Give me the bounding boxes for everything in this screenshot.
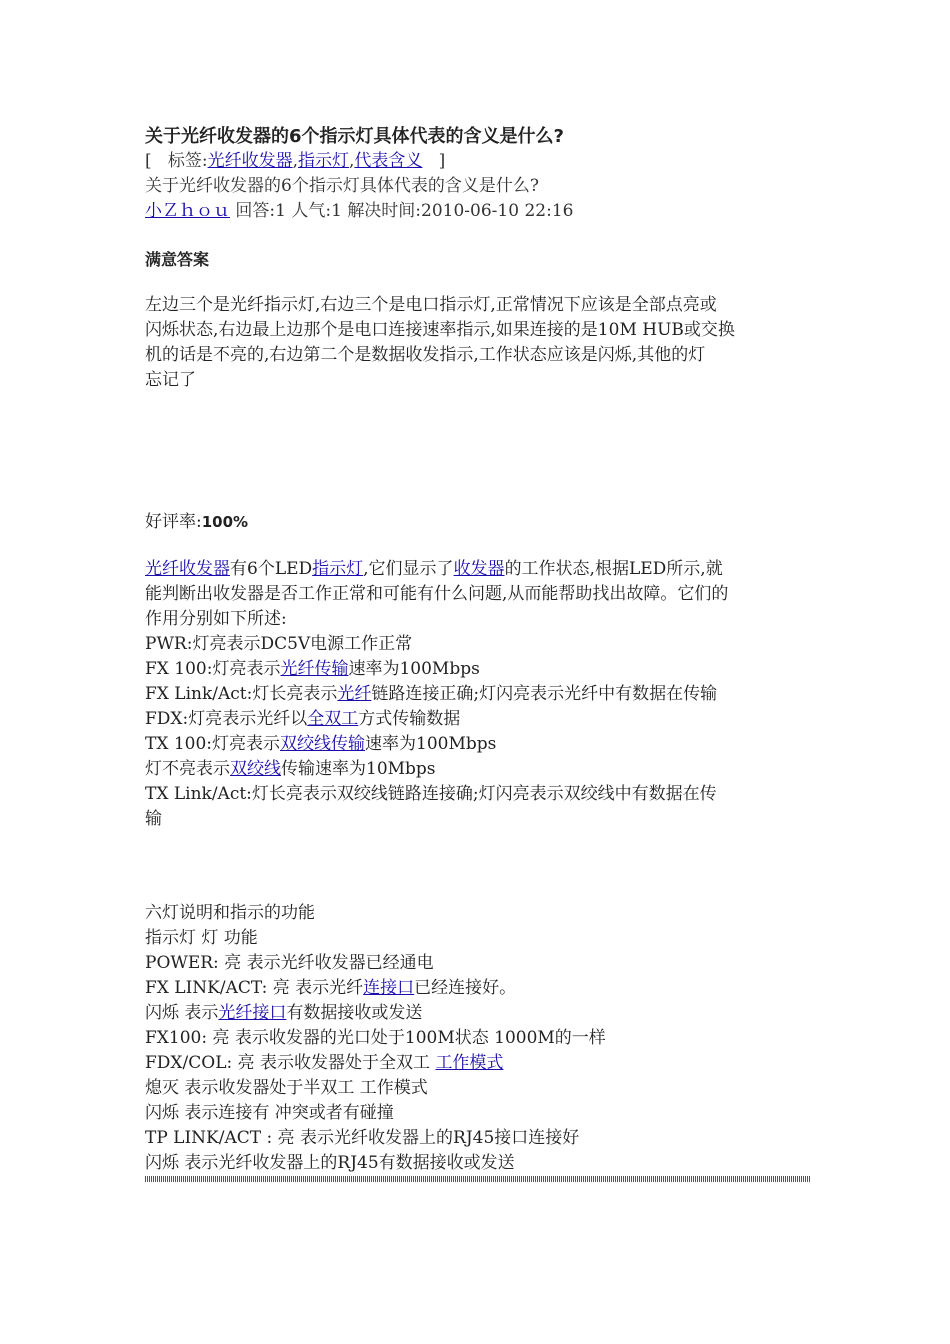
rating-row [145,510,248,535]
link-transceiver[interactable]: 光纤收发器 [145,559,230,579]
link-receiver[interactable]: 收发器 [453,559,505,579]
text-fragment: 速率为100Mbps [365,734,497,754]
text-fragment: 链路连接正确;灯闪亮表示光纤中有数据在传输 [371,684,718,704]
text-fragment: ,它们显示了 [363,559,454,579]
answer-line: 左边三个是光纤指示灯,右边三个是电口指示灯,正常情况下应该是全部点亮或 [145,295,717,315]
link-work-mode[interactable]: 工作模式 [435,1053,504,1073]
text-fragment: FDX:灯亮表示光纤以 [145,709,308,729]
text-fragment: 有数据接收或发送 [286,1003,423,1023]
tag-link-indicator[interactable]: 指示灯 [298,151,349,171]
text-fragment: FDX/COL: 亮 表示收发器处于全双工 [145,1053,436,1073]
pwr-line: PWR:灯亮表示DC5V电源工作正常 [145,634,413,654]
six-lights-columns: 指示灯 灯 功能 [145,928,258,948]
text-fragment: FX LINK/ACT: 亮 表示光纤 [145,978,364,998]
tags-row [145,149,445,174]
rating-value: 100% [201,513,249,531]
fx-link-act-line [145,976,516,1001]
txoff-line [145,757,436,782]
popularity: 人气:1 [291,201,342,221]
rating-label: 好评率: [145,512,202,532]
text-fragment: TX 100:灯亮表示 [145,734,281,754]
link-full-duplex[interactable]: 全双工 [307,709,359,729]
text-fragment: 闪烁 表示 [145,1003,219,1023]
fdx-line [145,707,460,732]
answer-line: 机的话是不亮的,右边第二个是数据收发指示,工作状态应该是闪烁,其他的灯 [145,345,706,365]
dotted-divider [145,1176,810,1182]
blink-line-1 [145,1001,422,1026]
question-text: 关于光纤收发器的6个指示灯具体代表的含义是什么? [145,176,539,196]
answer-count: 回答:1 [235,201,286,221]
tag-link-transceiver[interactable]: 光纤收发器 [207,151,293,171]
user-link[interactable]: 小Ｚｈｏｕ [145,201,230,221]
resolved-time: 解决时间:2010-06-10 22:16 [347,201,574,221]
tag-link-meaning[interactable]: 代表含义 [354,151,423,171]
link-fiber[interactable]: 光纤 [337,684,372,704]
tags-label: 标签: [167,151,208,171]
text-fragment: 速率为100Mbps [348,659,480,679]
question-meta [145,199,573,224]
blink-line-3: 闪烁 表示光纤收发器上的RJ45有数据接收或发送 [145,1153,515,1173]
link-fiber-interface[interactable]: 光纤接口 [218,1003,287,1023]
text-fragment: 传输速率为10Mbps [281,759,436,779]
page-title: 关于光纤收发器的6个指示灯具体代表的含义是什么? [145,126,564,147]
tags-close-bracket: ] [438,151,446,171]
txlink-line-1: TX Link/Act:灯长亮表示双绞线链路连接确;灯闪亮表示双绞线中有数据在传 [145,784,717,804]
tag-separator: , [292,151,298,171]
link-connection-port[interactable]: 连接口 [363,978,415,998]
tx100-line [145,732,496,757]
link-twisted-pair[interactable]: 双绞线 [230,759,281,779]
text-fragment: 灯不亮表示 [145,759,230,779]
best-answer-heading: 满意答案 [145,250,210,269]
text-fragment: 方式传输数据 [358,709,461,729]
answer-line: 闪烁状态,右边最上边那个是电口连接速率指示,如果连接的是10M HUB或交换 [145,320,735,340]
txlink-line-2: 输 [145,809,162,829]
text-fragment: 已经连接好。 [414,978,517,998]
intro-line-3: 作用分别如下所述: [145,609,287,629]
link-indicator[interactable]: 指示灯 [312,559,364,579]
tags-open-bracket: [ [145,151,152,171]
fx100-status-line: FX100: 亮 表示收发器的光口处于100M状态 1000M的一样 [145,1028,606,1048]
link-twisted-pair-transmission[interactable]: 双绞线传输 [280,734,366,754]
answer-line: 忘记了 [145,370,196,390]
intro-line-1 [145,557,723,582]
fxlink-line [145,682,717,707]
text-fragment: 的工作状态,根据LED所示,就 [504,559,723,579]
fx100-line [145,657,480,682]
blink-line-2: 闪烁 表示连接有 冲突或者有碰撞 [145,1103,394,1123]
power-line: POWER: 亮 表示光纤收发器已经通电 [145,953,434,973]
tp-link-line: TP LINK/ACT : 亮 表示光纤收发器上的RJ45接口连接好 [145,1128,580,1148]
text-fragment: FX 100:灯亮表示 [145,659,281,679]
text-fragment: FX Link/Act:灯长亮表示 [145,684,338,704]
fdx-col-line [145,1051,503,1076]
link-fiber-transmission[interactable]: 光纤传输 [280,659,349,679]
intro-line-2: 能判断出收发器是否工作正常和可能有什么问题,从而能帮助找出故障。它们的 [145,584,729,604]
six-lights-heading: 六灯说明和指示的功能 [145,903,315,923]
off-line: 熄灭 表示收发器处于半双工 工作模式 [145,1078,428,1098]
text-fragment: 有6个LED [230,559,313,579]
tag-separator: , [349,151,355,171]
